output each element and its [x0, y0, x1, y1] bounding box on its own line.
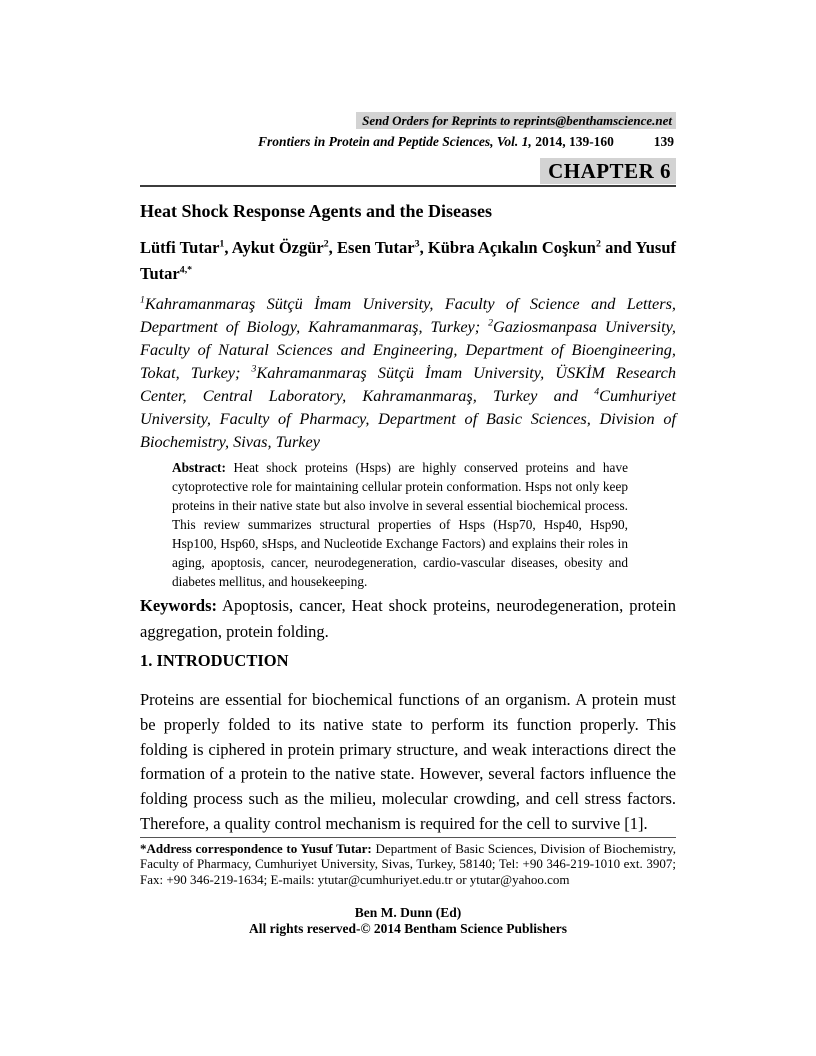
correspondence-label: *Address correspondence to Yusuf Tutar: [140, 840, 372, 856]
abstract-text: Heat shock proteins (Hsps) are highly conserved proteins and have cytoprotective role for maintaining cellular protein conformation. Hsps not only keep proteins in their native state but also involve in several essential biochemical process. This review summarizes structural properties of Hsps (Hsp70, Hsp40, Hsp90, Hsp100, Hsp60, sHsps, and Nucleotide Exchange Factors) and explains their roles in aging, apoptosis, cancer, neurodegeneration, cardio-vascular diseases, obesity and diabetes mellitus, and housekeeping. [172, 460, 628, 589]
reprints-banner: Send Orders for Reprints to reprints@benthamscience.net [356, 112, 676, 129]
chapter-row [140, 158, 676, 184]
rights-line: All rights reserved-© 2014 Bentham Science Publishers [248, 920, 568, 936]
chapter-title: Heat Shock Response Agents and the Diseases [140, 201, 493, 221]
chapter-label: CHAPTER 6 [540, 158, 676, 184]
journal-citation-italic: Frontiers in Protein and Peptide Sciences, Vol. 1, [258, 134, 532, 149]
editor-line: Ben M. Dunn (Ed) [354, 905, 462, 920]
journal-citation-rest: 2014, 139-160 [531, 134, 614, 149]
authors-line: Lütfi Tutar$^1$, Aykut Özgür$^2$, Esen Tutar$^3$, Kübra Açıkalın Coşkun$^2$ and Yusuf Tutar$^{4,*}$ [140, 238, 676, 283]
introduction-paragraph: Proteins are essential for biochemical functions of an organism. A protein must be properly folded to its native state to perform its function properly. This folding is ciphered in protein primary structure, and weak interactions direct the formation of a protein to the native state. However, several factors influence the folding process such as the milieu, molecular crowding, and cell stress factors. Therefore, a quality control mechanism is required for the cell to survive [1]. [140, 690, 676, 833]
journal-citation-row [140, 132, 676, 151]
keywords-label: Keywords: [140, 596, 217, 615]
correspondence-footnote [140, 838, 676, 887]
header-divider [140, 185, 676, 187]
reprints-banner-row [140, 111, 676, 130]
abstract-label: Abstract: [172, 460, 226, 475]
affiliations-block: $^1$Kahramanmaraş Sütçü İmam University, Faculty of Science and Letters, Department of Biology, Kahramanmaraş, Turkey; $^2$Gaziosmanpasa University, Faculty of Natural Sciences and Engineering, Department of Bioengineering, Tokat, Turkey; $^3$Kahramanmaraş Sütçü İmam University, ÜSKİM Research Center, Central Laboratory, Kahramanmaraş, Turkey and $^4$Cumhuriyet University, Faculty of Pharmacy, Department of Basic Sciences, Division of Biochemistry, Sivas, Turkey [140, 294, 676, 451]
keywords-block [140, 593, 676, 644]
publisher-footer [140, 905, 676, 936]
correspondence-text: Department of Basic Sciences, Division of Biochemistry, Faculty of Pharmacy, Cumhuriyet University, Sivas, Turkey, 58140; Tel: +90 346-219-1010 ext. 3907; Fax: +90 346-219-1634; E-mails: ytutar@cumhuriyet.edu.tr or ytutar@yahoo.com [140, 840, 676, 887]
keywords-text: Apoptosis, cancer, Heat shock proteins, neurodegeneration, protein aggregation, protein folding. [140, 596, 676, 641]
section-heading-introduction: 1. INTRODUCTION [140, 651, 289, 670]
abstract-block [172, 458, 628, 591]
page-number: 139 [653, 134, 674, 149]
